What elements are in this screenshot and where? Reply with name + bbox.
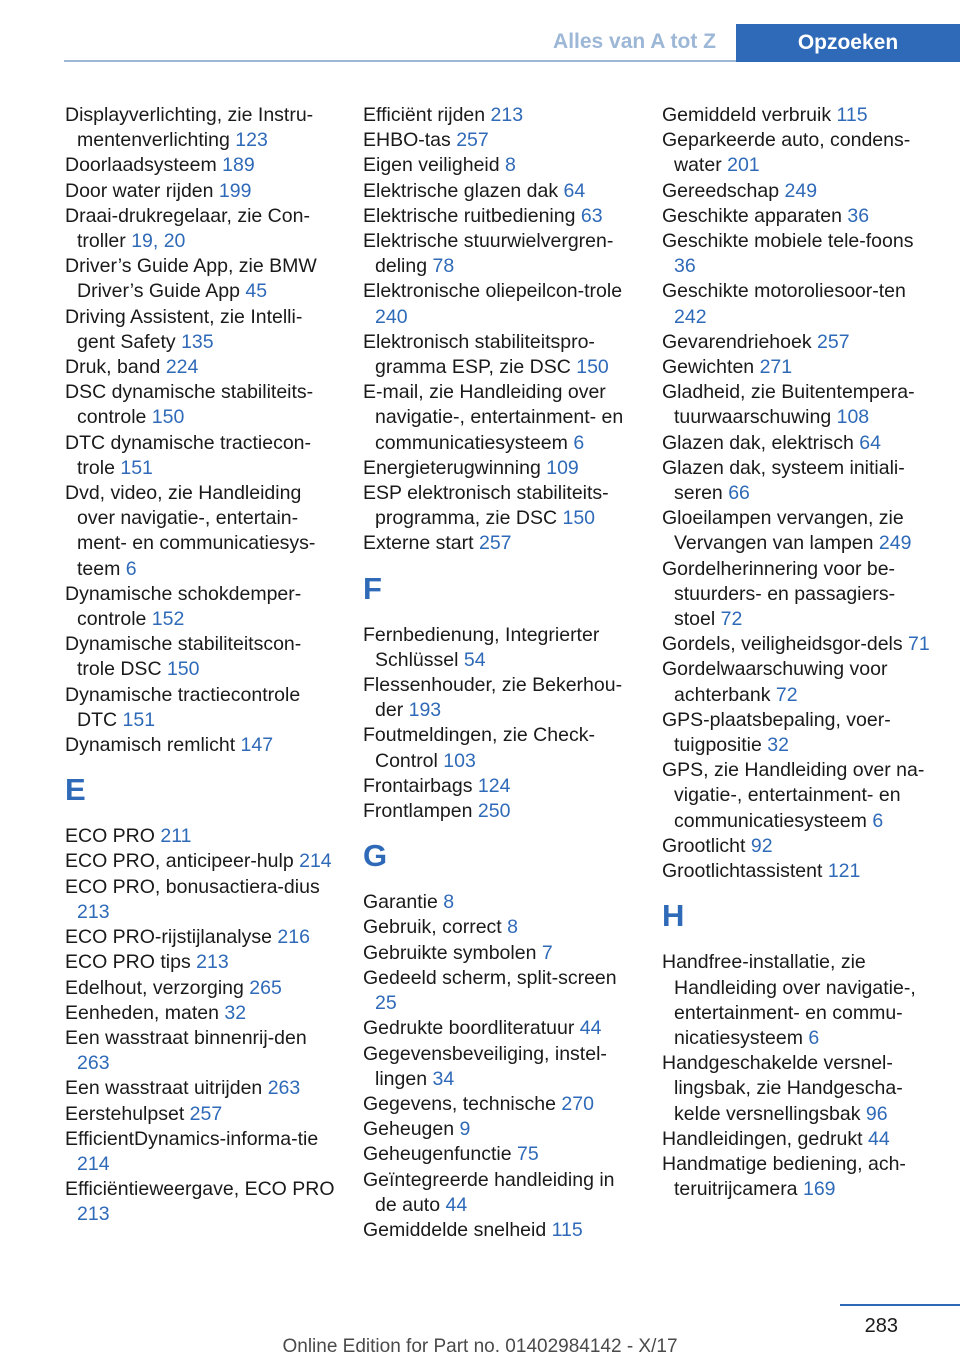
page-reference-link[interactable]: 214 — [77, 1152, 110, 1175]
index-entry-text: Eenheden, maten — [65, 1001, 219, 1024]
page-reference-link[interactable]: 92 — [750, 834, 773, 857]
index-entry — [363, 153, 635, 178]
index-entry-text: Gladheid, zie Buitentempera-tuurwaarschuwing — [662, 381, 915, 429]
page-reference-link[interactable]: 213 — [196, 951, 229, 974]
index-entry — [662, 229, 934, 279]
index-entry — [65, 582, 337, 632]
page-reference-link[interactable]: 34 — [432, 1067, 455, 1090]
index-entry-text: ECO PRO tips — [65, 951, 191, 974]
index-entry — [662, 506, 934, 556]
index-entry — [65, 950, 337, 975]
page-reference-link[interactable]: 242 — [674, 305, 707, 328]
index-entry-text: Driver’s Guide App, zie BMW Driver’s Guide App — [65, 255, 317, 303]
index-entry — [65, 1026, 337, 1076]
index-entry-text: EHBO-tas — [363, 129, 451, 152]
index-entry-text: Geparkeerde auto, condens-water — [662, 129, 911, 177]
page-reference-link[interactable]: 44 — [445, 1193, 468, 1216]
page-reference-link[interactable]: 64 — [563, 179, 586, 202]
index-entry-text: Draai-drukregelaar, zie Con-troller — [65, 204, 310, 253]
index-entry-text: Een wasstraat uitrijden — [65, 1077, 263, 1100]
page-reference-link[interactable]: 45 — [245, 280, 268, 303]
index-entry-text: Fernbedienung, Integrierter Schlüssel — [363, 623, 600, 671]
index-entry-text: Dynamische schokdemper-controle — [65, 582, 302, 631]
index-entry — [363, 103, 635, 128]
footer-rule — [840, 1304, 960, 1306]
page-reference-link[interactable]: 72 — [775, 683, 798, 706]
index-entry-text: Elektrische ruitbediening — [363, 204, 576, 227]
index-entry — [662, 456, 934, 506]
page-reference-link[interactable]: 66 — [728, 482, 750, 505]
index-entry — [363, 941, 635, 966]
page-reference-link[interactable]: 270 — [561, 1092, 594, 1115]
index-entry — [662, 632, 934, 657]
page-reference-link[interactable]: 201 — [727, 154, 760, 177]
index-entry — [65, 1001, 337, 1026]
page-reference-link[interactable]: 213 — [77, 1203, 110, 1226]
index-entry-text: Handgeschakelde versnel-lingsbak, zie Handgescha-kelde versnellingsbak — [662, 1052, 903, 1125]
index-entry-text: Elektrische glazen dak — [363, 179, 559, 202]
page-reference-link[interactable]: 169 — [802, 1178, 836, 1201]
page-reference-link[interactable]: 213 — [77, 900, 110, 923]
index-entry — [662, 103, 934, 128]
page-reference-link[interactable]: 152 — [151, 608, 185, 631]
page-reference-link[interactable]: 115 — [551, 1218, 583, 1241]
index-entry — [363, 128, 635, 153]
index-entry — [65, 683, 337, 733]
index-entry — [363, 774, 635, 799]
index-entry-text: Frontairbags — [363, 774, 473, 797]
page-reference-link[interactable]: 8 — [505, 154, 516, 177]
index-entry — [662, 708, 934, 758]
page-reference-link[interactable]: 216 — [277, 926, 310, 949]
page-reference-link[interactable]: 32 — [224, 1001, 247, 1024]
index-entry-text: Dynamisch remlicht — [65, 734, 236, 757]
page-reference-link[interactable]: 6 — [125, 557, 137, 580]
index-entry-text: Een wasstraat binnenrij-den — [65, 1026, 307, 1049]
index-entry — [65, 355, 337, 380]
index-entry — [65, 153, 337, 178]
page-reference-link[interactable]: 109 — [546, 456, 579, 479]
index-entry — [662, 1152, 934, 1202]
index-entry-text: Geheugen — [363, 1118, 455, 1141]
index-entry-text: EfficientDynamics-informa-tie — [65, 1127, 319, 1150]
index-entry — [363, 279, 635, 329]
chapter-tab[interactable]: Opzoeken — [736, 24, 960, 62]
index-entry-text: Glazen dak, systeem initiali-seren — [662, 456, 905, 505]
page-reference-link[interactable]: 121 — [827, 860, 861, 883]
index-entry-text: GPS-plaatsbepaling, voer-tuigpositie — [662, 708, 891, 757]
index-entry — [363, 1142, 635, 1167]
index-entry — [662, 557, 934, 633]
page-reference-link[interactable]: 36 — [674, 255, 696, 278]
index-entry — [65, 925, 337, 950]
page-reference-link[interactable]: 263 — [267, 1077, 301, 1100]
index-entry — [662, 330, 934, 355]
index-entry-text: Geschikte mobiele tele-foons — [662, 230, 914, 253]
page-reference-link[interactable]: 214 — [299, 850, 332, 873]
index-entry-text: ECO PRO — [65, 825, 155, 848]
page-reference-link[interactable]: 44 — [579, 1017, 602, 1040]
page-reference-link[interactable]: 211 — [160, 825, 192, 848]
page-reference-link[interactable]: 135 — [181, 330, 214, 353]
index-entry-text: Flessenhouder, zie Bekerhou-der — [363, 674, 623, 722]
page-reference-link[interactable]: 150 — [562, 507, 596, 530]
page-reference-link[interactable]: 213 — [490, 104, 524, 126]
index-entry — [662, 1051, 934, 1127]
index-entry — [65, 733, 337, 758]
index-entry — [65, 380, 337, 430]
index-entry — [363, 1042, 635, 1092]
index-entry — [662, 950, 934, 1051]
index-entry-text: Garantie — [363, 891, 438, 914]
index-entry-text: Gemiddeld verbruik — [662, 104, 832, 126]
index-entry — [662, 431, 934, 456]
index-entry-text: GPS, zie Handleiding over na-vigatie-, entertainment- en communicatiesysteem — [662, 759, 925, 832]
index-entry-text: ECO PRO, bonusactiera-dius — [65, 875, 320, 898]
index-entry — [65, 254, 337, 304]
index-entry — [662, 1127, 934, 1152]
index-letter-heading: E — [65, 772, 86, 808]
page-reference-link[interactable]: 249 — [878, 532, 912, 555]
index-entry — [363, 1092, 635, 1117]
index-entry-text: Gedeeld scherm, split-screen — [363, 966, 617, 989]
index-column-2 — [363, 103, 635, 1243]
index-entry-text: Gevarendriehoek — [662, 330, 812, 353]
page-reference-link[interactable]: 25 — [375, 992, 397, 1015]
page-reference-link[interactable]: 19, 20 — [131, 230, 186, 253]
page-reference-link[interactable]: 257 — [189, 1102, 223, 1125]
index-entry — [65, 1127, 337, 1177]
page-reference-link[interactable]: 8 — [443, 891, 455, 914]
index-entry-text: Gedrukte boordliteratuur — [363, 1017, 575, 1040]
index-entry-text: Grootlicht — [662, 834, 746, 857]
index-entry-text: ECO PRO-rijstijlanalyse — [65, 926, 272, 949]
index-entry — [662, 657, 934, 707]
index-entry — [65, 1177, 337, 1227]
index-entry-text: Geïntegreerde handleiding in de auto — [363, 1168, 615, 1216]
edition-footer: Online Edition for Part no. 01402984142 - X/17 — [282, 1336, 678, 1357]
index-entry-text: E-mail, zie Handleiding over navigatie-, entertainment- en communicatiesysteem — [363, 381, 624, 454]
index-entry-text: Eigen veiligheid — [363, 154, 500, 177]
index-entry — [65, 431, 337, 481]
index-entry-text: Grootlichtassistent — [662, 860, 823, 883]
page-reference-link[interactable]: 9 — [459, 1118, 471, 1141]
page-reference-link[interactable]: 263 — [77, 1052, 110, 1075]
page-reference-link[interactable]: 64 — [859, 431, 881, 454]
index-entry-text: Dynamische stabiliteitscon-trole DSC — [65, 633, 302, 681]
index-entry-text: Gewichten — [662, 356, 755, 379]
page-reference-link[interactable]: 199 — [218, 179, 252, 202]
index-letter-heading: H — [662, 898, 685, 934]
page-reference-link[interactable]: 103 — [443, 749, 476, 772]
index-entry — [65, 824, 337, 849]
index-entry — [65, 849, 337, 874]
index-column-3 — [662, 103, 934, 1202]
index-entry-text: Handfree-installatie, zie Handleiding over navigatie-, entertainment- en commu-nicatiesysteem — [662, 951, 916, 1049]
page-reference-link[interactable]: 265 — [249, 976, 282, 999]
index-entry — [363, 204, 635, 229]
index-entry-text: DTC dynamische tractiecon-trole — [65, 431, 311, 479]
page-reference-link[interactable]: 249 — [784, 179, 818, 202]
index-entry-text: Efficiëntieweergave, ECO PRO — [65, 1178, 335, 1201]
page-reference-link[interactable]: 271 — [759, 356, 793, 379]
index-entry — [363, 623, 635, 673]
index-entry — [363, 1218, 635, 1243]
index-entry — [363, 966, 635, 1016]
index-entry — [363, 890, 635, 915]
index-letter-heading: G — [363, 838, 388, 874]
index-column-1 — [65, 103, 337, 1228]
index-entry — [363, 915, 635, 940]
index-entry — [363, 1117, 635, 1142]
page-number: 283 — [864, 1315, 898, 1337]
page-reference-link[interactable]: 257 — [817, 330, 850, 353]
index-entry — [662, 279, 934, 329]
page-reference-link[interactable]: 71 — [908, 633, 930, 656]
page-reference-link[interactable]: 75 — [516, 1143, 539, 1166]
index-entry — [662, 859, 934, 884]
index-entry-text: Gebruikte symbolen — [363, 941, 537, 964]
index-entry — [363, 673, 635, 723]
page-reference-link[interactable]: 78 — [432, 255, 455, 278]
index-entry-text: Foutmeldingen, zie Check-Control — [363, 724, 595, 772]
page-reference-link[interactable]: 123 — [235, 129, 268, 152]
page-reference-link[interactable]: 257 — [456, 129, 489, 152]
index-entry-text: Gordelwaarschuwing voor achterbank — [662, 658, 888, 706]
index-entry — [662, 179, 934, 204]
page-reference-link[interactable]: 96 — [865, 1102, 888, 1125]
section-title: Alles van A tot Z — [553, 30, 716, 53]
page-reference-link[interactable]: 44 — [867, 1127, 890, 1150]
index-entry-text: Dynamische tractiecontrole DTC — [65, 683, 301, 731]
index-entry-text: Doorlaadsysteem — [65, 154, 217, 177]
index-entry — [363, 179, 635, 204]
page-reference-link[interactable]: 189 — [222, 154, 255, 177]
index-entry — [65, 305, 337, 355]
page-reference-link[interactable]: 6 — [573, 431, 585, 454]
index-entry-text: DSC dynamische stabiliteits-controle — [65, 381, 314, 429]
index-entry — [65, 1076, 337, 1101]
index-entry-text: Handmatige bediening, ach-teruitrijcamera — [662, 1152, 906, 1201]
index-entry-text: Dvd, video, zie Handleiding over navigatie-, entertain-ment- en communicatiesys-teem — [65, 482, 316, 580]
index-entry-text: Gloeilampen vervangen, zie Vervangen van lampen — [662, 507, 904, 555]
page-reference-link[interactable]: 224 — [165, 356, 199, 379]
index-entry-text: Gegevensbeveiliging, instel-lingen — [363, 1042, 607, 1090]
index-entry-text: Geheugenfunctie — [363, 1143, 512, 1166]
index-entry-text: Driving Assistent, zie Intelli-gent Safety — [65, 305, 303, 353]
index-entry-text: Externe start — [363, 532, 474, 555]
index-letter-heading: F — [363, 570, 382, 606]
index-entry — [363, 229, 635, 279]
index-entry — [363, 531, 635, 556]
page-reference-link[interactable]: 150 — [576, 356, 609, 379]
page-reference-link[interactable]: 36 — [847, 204, 870, 227]
index-entry-text: Glazen dak, elektrisch — [662, 431, 854, 454]
index-entry-text: Energieterugwinning — [363, 456, 541, 479]
index-entry-text: Edelhout, verzorging — [65, 976, 244, 999]
index-entry-text: Gegevens, technische — [363, 1092, 556, 1115]
page-reference-link[interactable]: 32 — [767, 734, 789, 757]
page-reference-link[interactable]: 147 — [240, 734, 274, 757]
index-entry — [363, 799, 635, 824]
index-entry — [662, 204, 934, 229]
page-reference-link[interactable]: 150 — [151, 406, 185, 429]
index-entry-text: Geschikte motoroliesoor-ten — [662, 280, 906, 303]
index-entry — [662, 758, 934, 834]
page-reference-link[interactable]: 240 — [375, 305, 408, 328]
index-entry — [363, 481, 635, 531]
index-entry — [65, 103, 337, 153]
index-entry-text: Elektronisch stabiliteitspro-gramma ESP, zie DSC — [363, 330, 595, 379]
index-entry-text: Efficiënt rijden — [363, 104, 486, 126]
index-entry — [363, 1168, 635, 1218]
index-entry-text: Frontlampen — [363, 800, 473, 823]
index-entry-text: ESP elektronisch stabiliteits-programma, zie DSC — [363, 482, 609, 530]
page-reference-link[interactable]: 257 — [478, 532, 512, 555]
page-reference-link[interactable]: 193 — [408, 699, 442, 722]
index-entry — [363, 330, 635, 380]
index-entry-text: Gebruik, correct — [363, 916, 502, 939]
index-entry — [65, 179, 337, 204]
index-entry — [363, 1016, 635, 1041]
index-entry-text: Geschikte apparaten — [662, 204, 842, 227]
index-entry — [65, 204, 337, 254]
index-entry-text: Gordels, veiligheidsgor-dels — [662, 633, 903, 656]
index-entry — [363, 380, 635, 456]
index-entry-text: Displayverlichting, zie Instru-mentenverlichting — [65, 104, 314, 152]
index-entry-text: Handleidingen, gedrukt — [662, 1127, 863, 1150]
index-entry-text: Eerstehulpset — [65, 1102, 185, 1125]
page-reference-link[interactable]: 250 — [477, 800, 511, 823]
index-entry — [65, 632, 337, 682]
index-entry — [662, 380, 934, 430]
index-entry-text: Gereedschap — [662, 179, 780, 202]
page-reference-link[interactable]: 7 — [541, 941, 553, 964]
index-entry-text: Gemiddelde snelheid — [363, 1218, 547, 1241]
index-entry — [363, 456, 635, 481]
index-entry-text: Door water rijden — [65, 179, 214, 202]
page-reference-link[interactable]: 151 — [122, 708, 156, 731]
page-reference-link[interactable]: 150 — [166, 658, 200, 681]
index-entry — [662, 128, 934, 178]
index-entry-text: ECO PRO, anticipeer-hulp — [65, 850, 294, 873]
index-entry — [65, 875, 337, 925]
page-reference-link[interactable]: 8 — [507, 916, 518, 939]
index-entry-text: Elektronische oliepeilcon-trole — [363, 280, 623, 303]
page-reference-link[interactable]: 115 — [836, 104, 868, 126]
page-reference-link[interactable]: 151 — [120, 456, 153, 479]
index-entry-text: Gordelherinnering voor be-stuurders- en passagiers-stoel — [662, 557, 896, 631]
index-entry — [662, 355, 934, 380]
page-reference-link[interactable]: 6 — [808, 1026, 820, 1049]
page-reference-link[interactable]: 124 — [477, 774, 511, 797]
index-entry — [65, 976, 337, 1001]
index-entry-text: Elektrische stuurwielvergren-deling — [363, 230, 614, 278]
page-reference-link[interactable]: 54 — [463, 648, 486, 671]
page-reference-link[interactable]: 6 — [872, 809, 884, 832]
page-reference-link[interactable]: 72 — [720, 608, 743, 631]
index-entry — [662, 834, 934, 859]
page-reference-link[interactable]: 63 — [580, 204, 603, 227]
index-entry-text: Druk, band — [65, 356, 161, 379]
index-entry — [65, 1102, 337, 1127]
index-entry — [363, 723, 635, 773]
page-header — [0, 0, 960, 66]
page-reference-link[interactable]: 108 — [836, 406, 870, 429]
index-entry — [65, 481, 337, 582]
